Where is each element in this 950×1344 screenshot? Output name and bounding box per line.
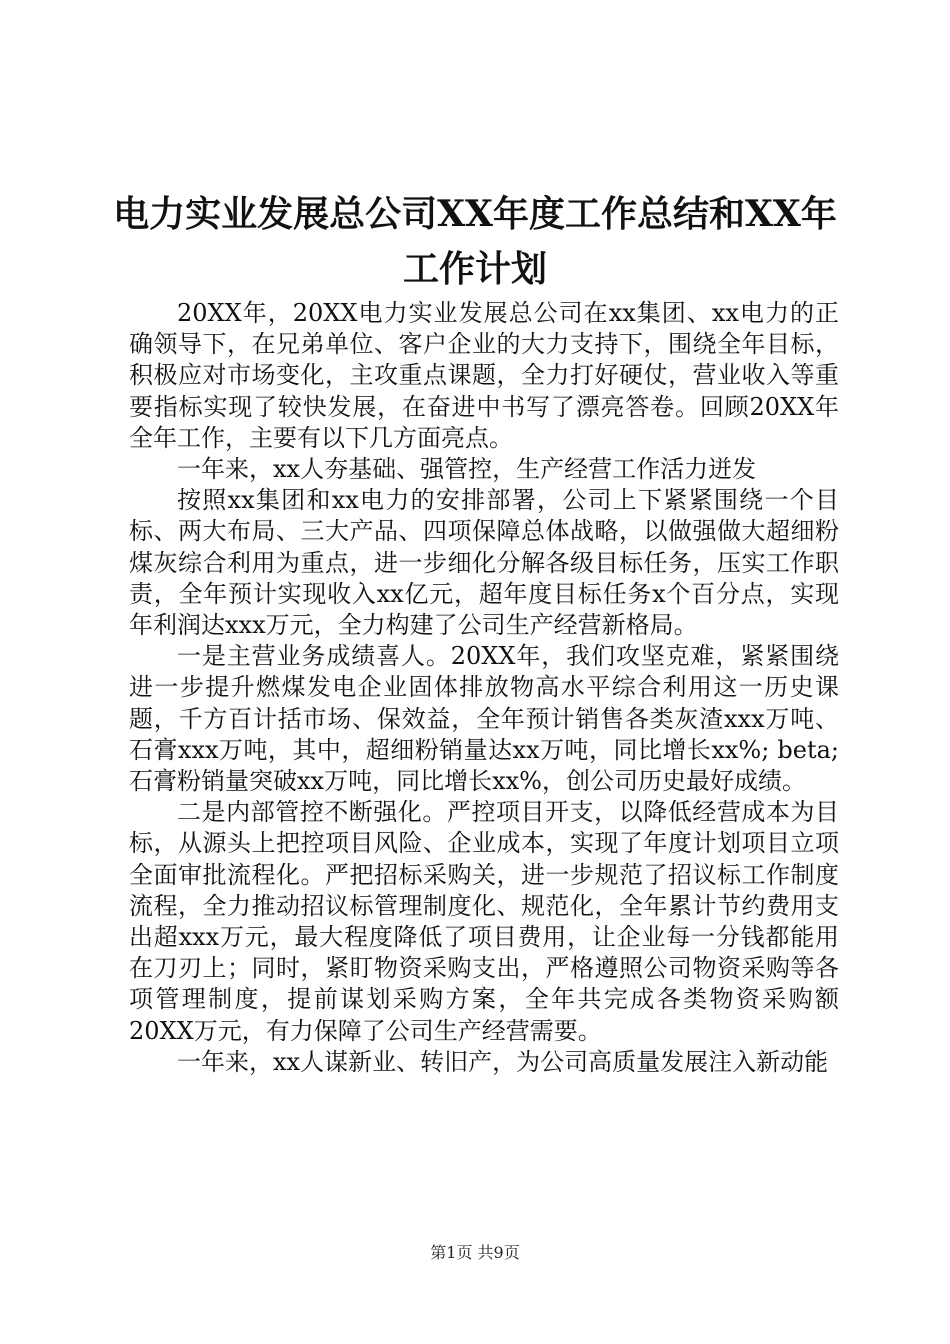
paragraph-arrangement: 按照xx集团和xx电力的安排部署，公司上下紧紧围绕一个目标、两大布局、三大产品、四项保障总体战略，以做强做大超细粉煤灰综合利用为重点，进一步细化分解各级目标任务，压实工作职责，全年预计实现收入xx亿元，超年度目标任务x个百分点，实现年利润达xxx万元，全力构建了公司生产经营新格局。 <box>129 486 839 640</box>
section-heading-1: 一年来，xx人夯基础、强管控，生产经营工作活力迸发 <box>177 455 757 484</box>
document-title-line1: 电力实业发展总公司XX年度工作总结和XX年 <box>113 193 837 235</box>
page-footer: 第1页 共9页 <box>430 1243 520 1262</box>
document-title-line2: 工作计划 <box>402 248 547 290</box>
paragraph-intro: 20XX年，20XX电力实业发展总公司在xx集团、xx电力的正确领导下，在兄弟单位、客户企业的大力支持下，围绕全年目标，积极应对市场变化，主攻重点课题，全力打好硬仗，营业收入等重要指标实现了较快发展，在奋进中书写了漂亮答卷。回顾20XX年全年工作，主要有以下几方面亮点。 <box>129 299 839 452</box>
document-body <box>129 298 839 1078</box>
paragraph-internal-control: 二是内部管控不断强化。严控项目开支，以降低经营成本为目标，从源头上把控项目风险、企业成本，实现了年度计划项目立项全面审批流程化。严把招标采购关，进一步规范了招议标工作制度流程，全力推动招议标管理制度化、规范化，全年累计节约费用支出超xxx万元，最大程度降低了项目费用，让企业每一分钱都能用在刀刃上；同时，紧盯物资采购支出，严格遵照公司物资采购等各项管理制度，提前谋划采购方案，全年共完成各类物资采购额20XX万元，有力保障了公司生产经营需要。 <box>129 798 839 1045</box>
paragraph-main-business: 一是主营业务成绩喜人。20XX年，我们攻坚克难，紧紧围绕进一步提升燃煤发电企业固体排放物高水平综合利用这一历史课题，千方百计括市场、保效益，全年预计销售各类灰渣xxx万吨、石膏xxx万吨，其中，超细粉销量达xx万吨，同比增长xx%; beta;石膏粉销量突破xx万吨，同比增长xx%，创公司历史最好成绩。 <box>129 642 839 796</box>
section-heading-2: 一年来，xx人谋新业、转旧产，为公司高质量发展注入新动能 <box>177 1047 829 1076</box>
